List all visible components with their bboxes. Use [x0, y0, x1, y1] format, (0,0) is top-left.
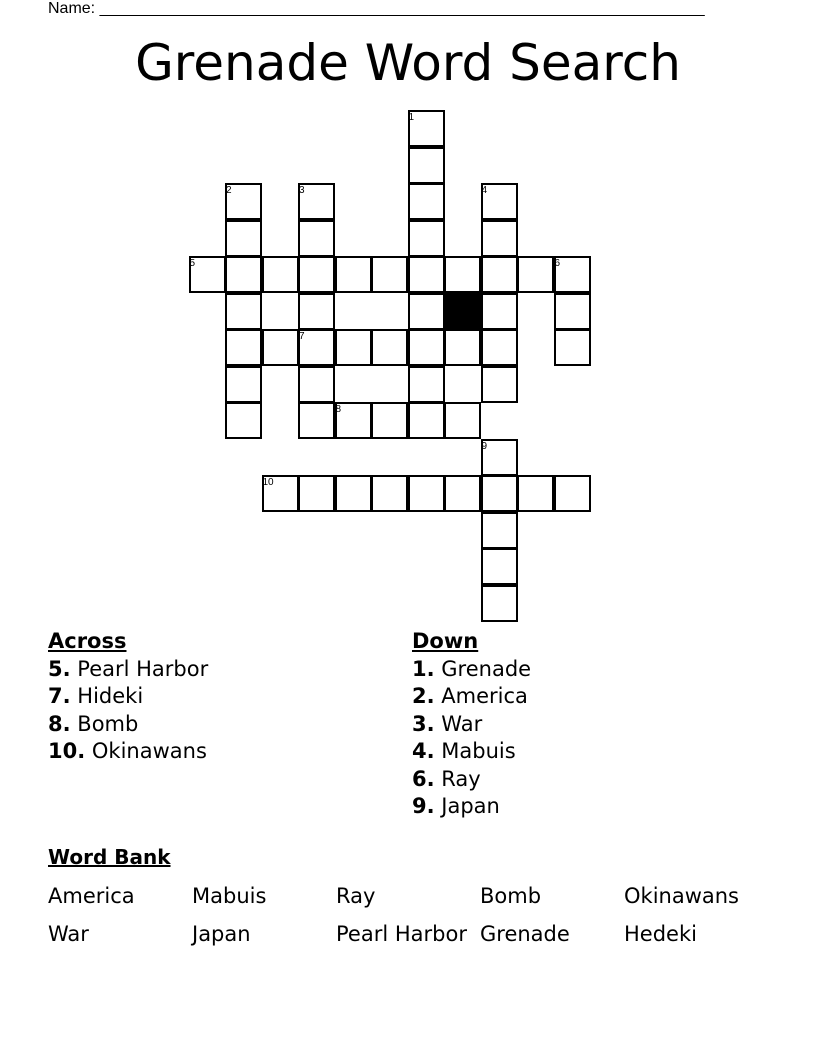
- crossword-cell[interactable]: [408, 256, 445, 293]
- crossword-cell[interactable]: [298, 256, 335, 293]
- clue-down-2: 2. America: [412, 684, 528, 708]
- crossword-cell[interactable]: [298, 293, 335, 330]
- word-bank-item: Bomb: [480, 884, 542, 908]
- crossword-cell[interactable]: [554, 293, 591, 330]
- crossword-cell[interactable]: [408, 402, 445, 439]
- crossword-cell[interactable]: [408, 475, 445, 512]
- clue-down-6: 6. Ray: [412, 766, 481, 791]
- crossword-cell[interactable]: [444, 402, 481, 439]
- clue-across-8: 8. Bomb: [48, 711, 139, 736]
- crossword-cell[interactable]: [408, 183, 445, 220]
- clue-down-1: 1. Grenade: [412, 656, 532, 681]
- crossword-cell[interactable]: [371, 329, 408, 366]
- word-bank-item: Mabuis: [192, 884, 267, 908]
- crossword-cell[interactable]: [517, 475, 554, 512]
- crossword-cell[interactable]: [481, 585, 518, 622]
- crossword-cell[interactable]: [408, 366, 445, 403]
- crossword-cell[interactable]: [298, 220, 335, 257]
- crossword-cell[interactable]: [262, 256, 299, 293]
- clue-number: 9: [481, 440, 488, 452]
- word-bank-item: Grenade: [480, 922, 570, 946]
- crossword-cell[interactable]: [371, 256, 408, 293]
- word-bank-heading: Word Bank: [48, 845, 171, 869]
- crossword-cell[interactable]: [481, 475, 518, 512]
- word-bank-item: America: [48, 884, 135, 908]
- clue-down-4: 4. Mabuis: [412, 739, 516, 763]
- crossword-cell[interactable]: [225, 256, 262, 293]
- word-bank-item: Pearl Harbor: [336, 922, 467, 946]
- crossword-block-cell: [444, 293, 481, 330]
- clue-number: 5: [189, 258, 196, 269]
- crossword-cell[interactable]: [371, 402, 408, 439]
- word-bank-item: Japan: [192, 922, 251, 946]
- crossword-cell[interactable]: [481, 256, 518, 293]
- crossword-cell[interactable]: [335, 256, 372, 293]
- word-bank-item: Okinawans: [624, 884, 739, 908]
- crossword-cell[interactable]: [371, 475, 408, 512]
- word-bank-item: Ray: [336, 884, 376, 908]
- crossword-cell[interactable]: [517, 256, 554, 293]
- crossword-cell[interactable]: [262, 329, 299, 366]
- clue-number: 1: [408, 112, 415, 123]
- crossword-cell[interactable]: [408, 293, 445, 330]
- clue-number: 8: [335, 404, 342, 415]
- across-clues: [48, 628, 208, 766]
- crossword-cell[interactable]: [481, 220, 518, 257]
- crossword-cell[interactable]: [408, 220, 445, 257]
- word-bank-item: War: [48, 922, 89, 946]
- crossword-cell[interactable]: [481, 512, 518, 549]
- word-bank-item: Hedeki: [624, 922, 697, 946]
- crossword-cell[interactable]: [335, 329, 372, 366]
- crossword-cell[interactable]: [481, 366, 518, 403]
- crossword-cell[interactable]: [408, 147, 445, 184]
- clue-across-10: 10. Okinawans: [48, 739, 207, 763]
- clue-number: 10: [262, 477, 274, 488]
- crossword-cell[interactable]: [481, 293, 518, 330]
- crossword-cell[interactable]: [225, 366, 262, 403]
- down-clues: [412, 628, 531, 821]
- clue-across-7: 7. Hideki: [48, 684, 144, 708]
- crossword-cell[interactable]: [225, 329, 262, 366]
- crossword-cell[interactable]: [298, 402, 335, 439]
- crossword-cell[interactable]: [481, 548, 518, 585]
- clue-across-5: 5. Pearl Harbor: [48, 656, 209, 681]
- crossword-cell[interactable]: [335, 475, 372, 512]
- crossword-cell[interactable]: [554, 329, 591, 366]
- name-field-label: Name: ____________________________________________________________________: [48, 0, 705, 17]
- down-heading: Down: [412, 629, 479, 653]
- clue-number: 2: [226, 185, 232, 196]
- crossword-cell[interactable]: [481, 329, 518, 366]
- crossword-cell[interactable]: [444, 256, 481, 293]
- page-title: Grenade Word Search: [135, 34, 681, 92]
- crossword-cell[interactable]: [554, 475, 591, 512]
- crossword-cell[interactable]: [444, 329, 481, 366]
- clue-down-3: 3. War: [412, 711, 483, 736]
- clue-number: 6: [554, 258, 561, 269]
- clue-number: 7: [299, 331, 305, 342]
- crossword-cell[interactable]: [444, 475, 481, 512]
- crossword-cell[interactable]: [408, 329, 445, 366]
- crossword-cell[interactable]: [225, 293, 262, 330]
- across-heading: Across: [48, 629, 127, 653]
- crossword-cell[interactable]: [298, 366, 335, 403]
- clue-number: 3: [299, 185, 305, 196]
- clue-down-9: 9. Japan: [412, 794, 500, 818]
- crossword-cell[interactable]: [225, 402, 262, 439]
- crossword-cell[interactable]: [225, 220, 262, 257]
- crossword-cell[interactable]: [298, 475, 335, 512]
- clue-number: 4: [481, 185, 488, 196]
